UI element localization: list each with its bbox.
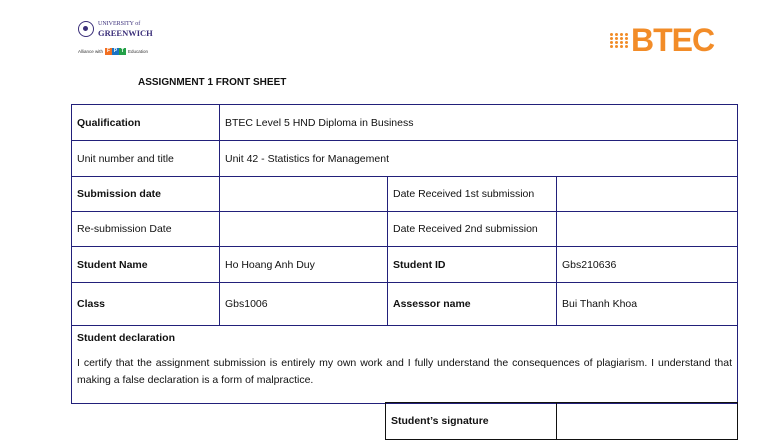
submission-date-field[interactable]: [220, 177, 388, 212]
row-resubmission-date: [72, 212, 738, 247]
date-received-1-label: Date Received 1st submission: [388, 177, 557, 212]
row-signature: [386, 403, 738, 440]
university-line-2: GREENWICH: [98, 27, 153, 38]
class-label: Class: [72, 283, 220, 326]
row-class: [72, 283, 738, 326]
front-sheet-table: [71, 104, 738, 404]
row-student-name: [72, 247, 738, 283]
greenwich-crest-icon: [78, 21, 94, 37]
fpt-letter-p: P: [113, 48, 118, 54]
resubmission-date-label: Re-submission Date: [72, 212, 220, 247]
assessor-label: Assessor name: [388, 283, 557, 326]
signature-table: [385, 402, 738, 440]
class-value[interactable]: Gbs1006: [220, 283, 388, 326]
date-received-2-label: Date Received 2nd submission: [388, 212, 557, 247]
fpt-logo-icon: [105, 48, 126, 55]
qualification-label: Qualification: [72, 105, 220, 141]
row-unit: [72, 141, 738, 177]
date-received-1-field[interactable]: [557, 177, 738, 212]
sheet-title: ASSIGNMENT 1 FRONT SHEET: [138, 77, 287, 88]
unit-label: Unit number and title: [72, 141, 220, 177]
alliance-prefix: Alliance with: [78, 49, 104, 54]
btec-wordmark: BTEC: [631, 22, 715, 58]
fpt-letter-t: T: [120, 48, 125, 54]
university-line-1: UNIVERSITY of: [98, 21, 141, 27]
unit-value: Unit 42 - Statistics for Management: [220, 141, 738, 177]
alliance-suffix: Education: [128, 49, 149, 54]
row-qualification: [72, 105, 738, 141]
student-id-value[interactable]: Gbs210636: [557, 247, 738, 283]
student-id-label: Student ID: [388, 247, 557, 283]
row-submission-date: [72, 177, 738, 212]
qualification-value: BTEC Level 5 HND Diploma in Business: [220, 105, 738, 141]
assessor-value[interactable]: Bui Thanh Khoa: [557, 283, 738, 326]
declaration-cell: [72, 326, 738, 404]
alliance-line: [78, 48, 153, 55]
row-declaration: [72, 326, 738, 404]
student-name-label: Student Name: [72, 247, 220, 283]
resubmission-date-field[interactable]: [220, 212, 388, 247]
fpt-letter-f: F: [106, 48, 111, 54]
declaration-title: Student declaration: [77, 332, 176, 344]
btec-dots-icon: [610, 33, 629, 48]
signature-field[interactable]: [557, 403, 738, 440]
btec-logo: [610, 20, 714, 60]
signature-label: Student’s signature: [386, 403, 557, 440]
submission-date-label: Submission date: [72, 177, 220, 212]
university-of-greenwich-logo: [78, 20, 153, 55]
student-name-value[interactable]: Ho Hoang Anh Duy: [220, 247, 388, 283]
date-received-2-field[interactable]: [557, 212, 738, 247]
declaration-text: I certify that the assignment submission is entirely my own work and I fully understand the consequences of plagiarism. I understand that making a false declaration is a form of malpractice.: [77, 357, 732, 386]
